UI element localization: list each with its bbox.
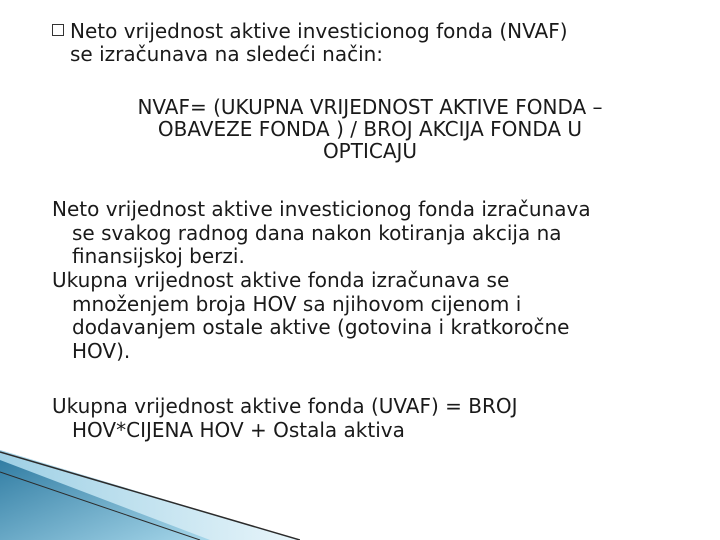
para1-line-1: Neto vrijednost aktive investicionog fonda izračunava bbox=[52, 197, 591, 221]
nvaf-formula bbox=[90, 96, 650, 162]
bullet-heading bbox=[52, 20, 682, 66]
para2-line-2: množenjem broja HOV sa njihovom cijenom i bbox=[72, 291, 522, 316]
swoosh-front bbox=[0, 460, 210, 540]
para2-line-3: dodavanjem ostale aktive (gotovina i kratkoročne bbox=[72, 315, 570, 339]
paragraph-nvaf-calculation bbox=[52, 198, 692, 269]
bullet-marker-icon bbox=[52, 24, 64, 36]
para2-line-1: Ukupna vrijednost aktive fonda izračunava se bbox=[52, 268, 510, 292]
formula-line-3: OPTICAJU bbox=[322, 139, 418, 163]
paragraph-uvaf-formula bbox=[52, 395, 692, 442]
bullet-line-1: Neto vrijednost aktive investicionog fonda (NVAF) bbox=[70, 19, 568, 43]
para1-line-3: finansijskoj berzi. bbox=[72, 244, 245, 268]
paragraph-total-value-calculation bbox=[52, 269, 692, 363]
para1-line-2: se svakog radnog dana nakon kotiranja akcija na bbox=[72, 220, 562, 245]
formula-line-1: NVAF= (UKUPNA VRIJEDNOST AKTIVE FONDA – bbox=[137, 95, 603, 119]
para3-line-2: HOV*CIJENA HOV + Ostala aktiva bbox=[72, 417, 405, 442]
para3-line-1: Ukupna vrijednost aktive fonda (UVAF) = BROJ bbox=[52, 394, 518, 418]
para2-line-4: HOV). bbox=[72, 338, 131, 363]
bullet-line-2: se izračunava na sledeći način: bbox=[70, 42, 384, 66]
formula-line-2: OBAVEZE FONDA ) / BROJ AKCIJA FONDA U bbox=[157, 117, 583, 141]
decorative-corner-swoosh bbox=[0, 450, 300, 540]
